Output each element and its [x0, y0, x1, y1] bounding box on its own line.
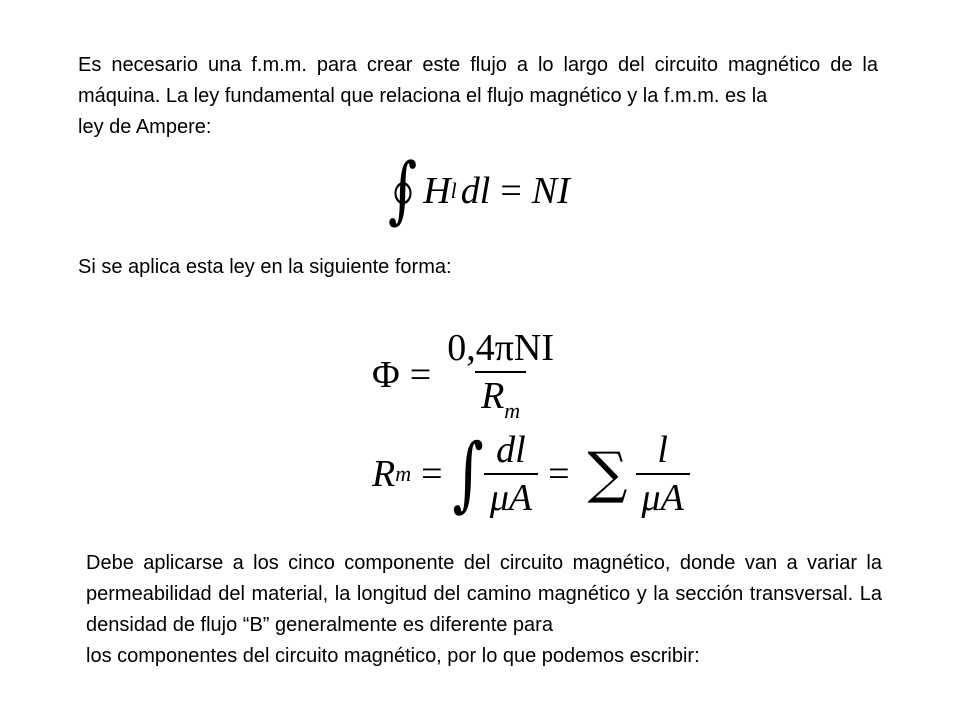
field-subscript: l — [450, 178, 457, 203]
integral-fraction — [484, 431, 538, 517]
flux-numerator: 0,4πNI — [447, 326, 555, 369]
integral-icon: ∫ — [452, 426, 484, 522]
paragraph-2 — [78, 252, 878, 283]
ampere-turns: NI — [531, 170, 570, 212]
field-symbol: H — [423, 170, 451, 212]
reluctance-subscript: m — [504, 397, 521, 423]
reluctance-symbol: R — [372, 453, 396, 495]
reluctance-equation — [372, 426, 690, 522]
summation-icon: ∑ — [587, 441, 628, 506]
ampere-law-equation — [388, 148, 570, 233]
flux-denominator — [475, 371, 526, 422]
equals-sign-2: = — [548, 453, 570, 495]
flux-symbol: Φ — [372, 354, 400, 396]
paragraph-1-last-line: ley de Ampere: — [78, 116, 212, 138]
paragraph-1 — [78, 50, 878, 143]
flux-fraction — [441, 326, 560, 423]
differential: dl — [460, 170, 491, 212]
paragraph-2-text: Si se aplica esta ley en la siguiente forma: — [78, 256, 452, 278]
equals-sign: = — [500, 170, 522, 212]
reluctance-subscript: m — [395, 461, 412, 486]
flux-equation — [372, 326, 560, 423]
reluctance-symbol: R — [481, 374, 505, 417]
paragraph-3-text: Debe aplicarse a los cinco componente del circuito magnético, donde van a variar la permeabilidad del material, la longitud del camino magnético y la sección transversal. La densidad de flujo “B” generalmente es diferente para — [86, 552, 882, 636]
paragraph-3 — [86, 548, 882, 672]
equals-sign: = — [409, 354, 432, 396]
integral-numerator: dl — [496, 429, 526, 471]
integral-denominator: μA — [484, 473, 538, 517]
sum-denominator: μA — [636, 473, 690, 517]
paragraph-3-last-line: los componentes del circuito magnético, por lo que podemos escribir: — [86, 645, 700, 667]
paragraph-1-text: Es necesario una f.m.m. para crear este flujo a lo largo del circuito magnético de la máquina. La ley fundamental que relaciona el flujo magnético y la f.m.m. es la — [78, 54, 878, 107]
contour-integral-icon: ∫ — [388, 148, 418, 233]
equals-sign-1: = — [421, 453, 443, 495]
sum-numerator: l — [657, 429, 668, 471]
sum-fraction — [636, 431, 690, 517]
